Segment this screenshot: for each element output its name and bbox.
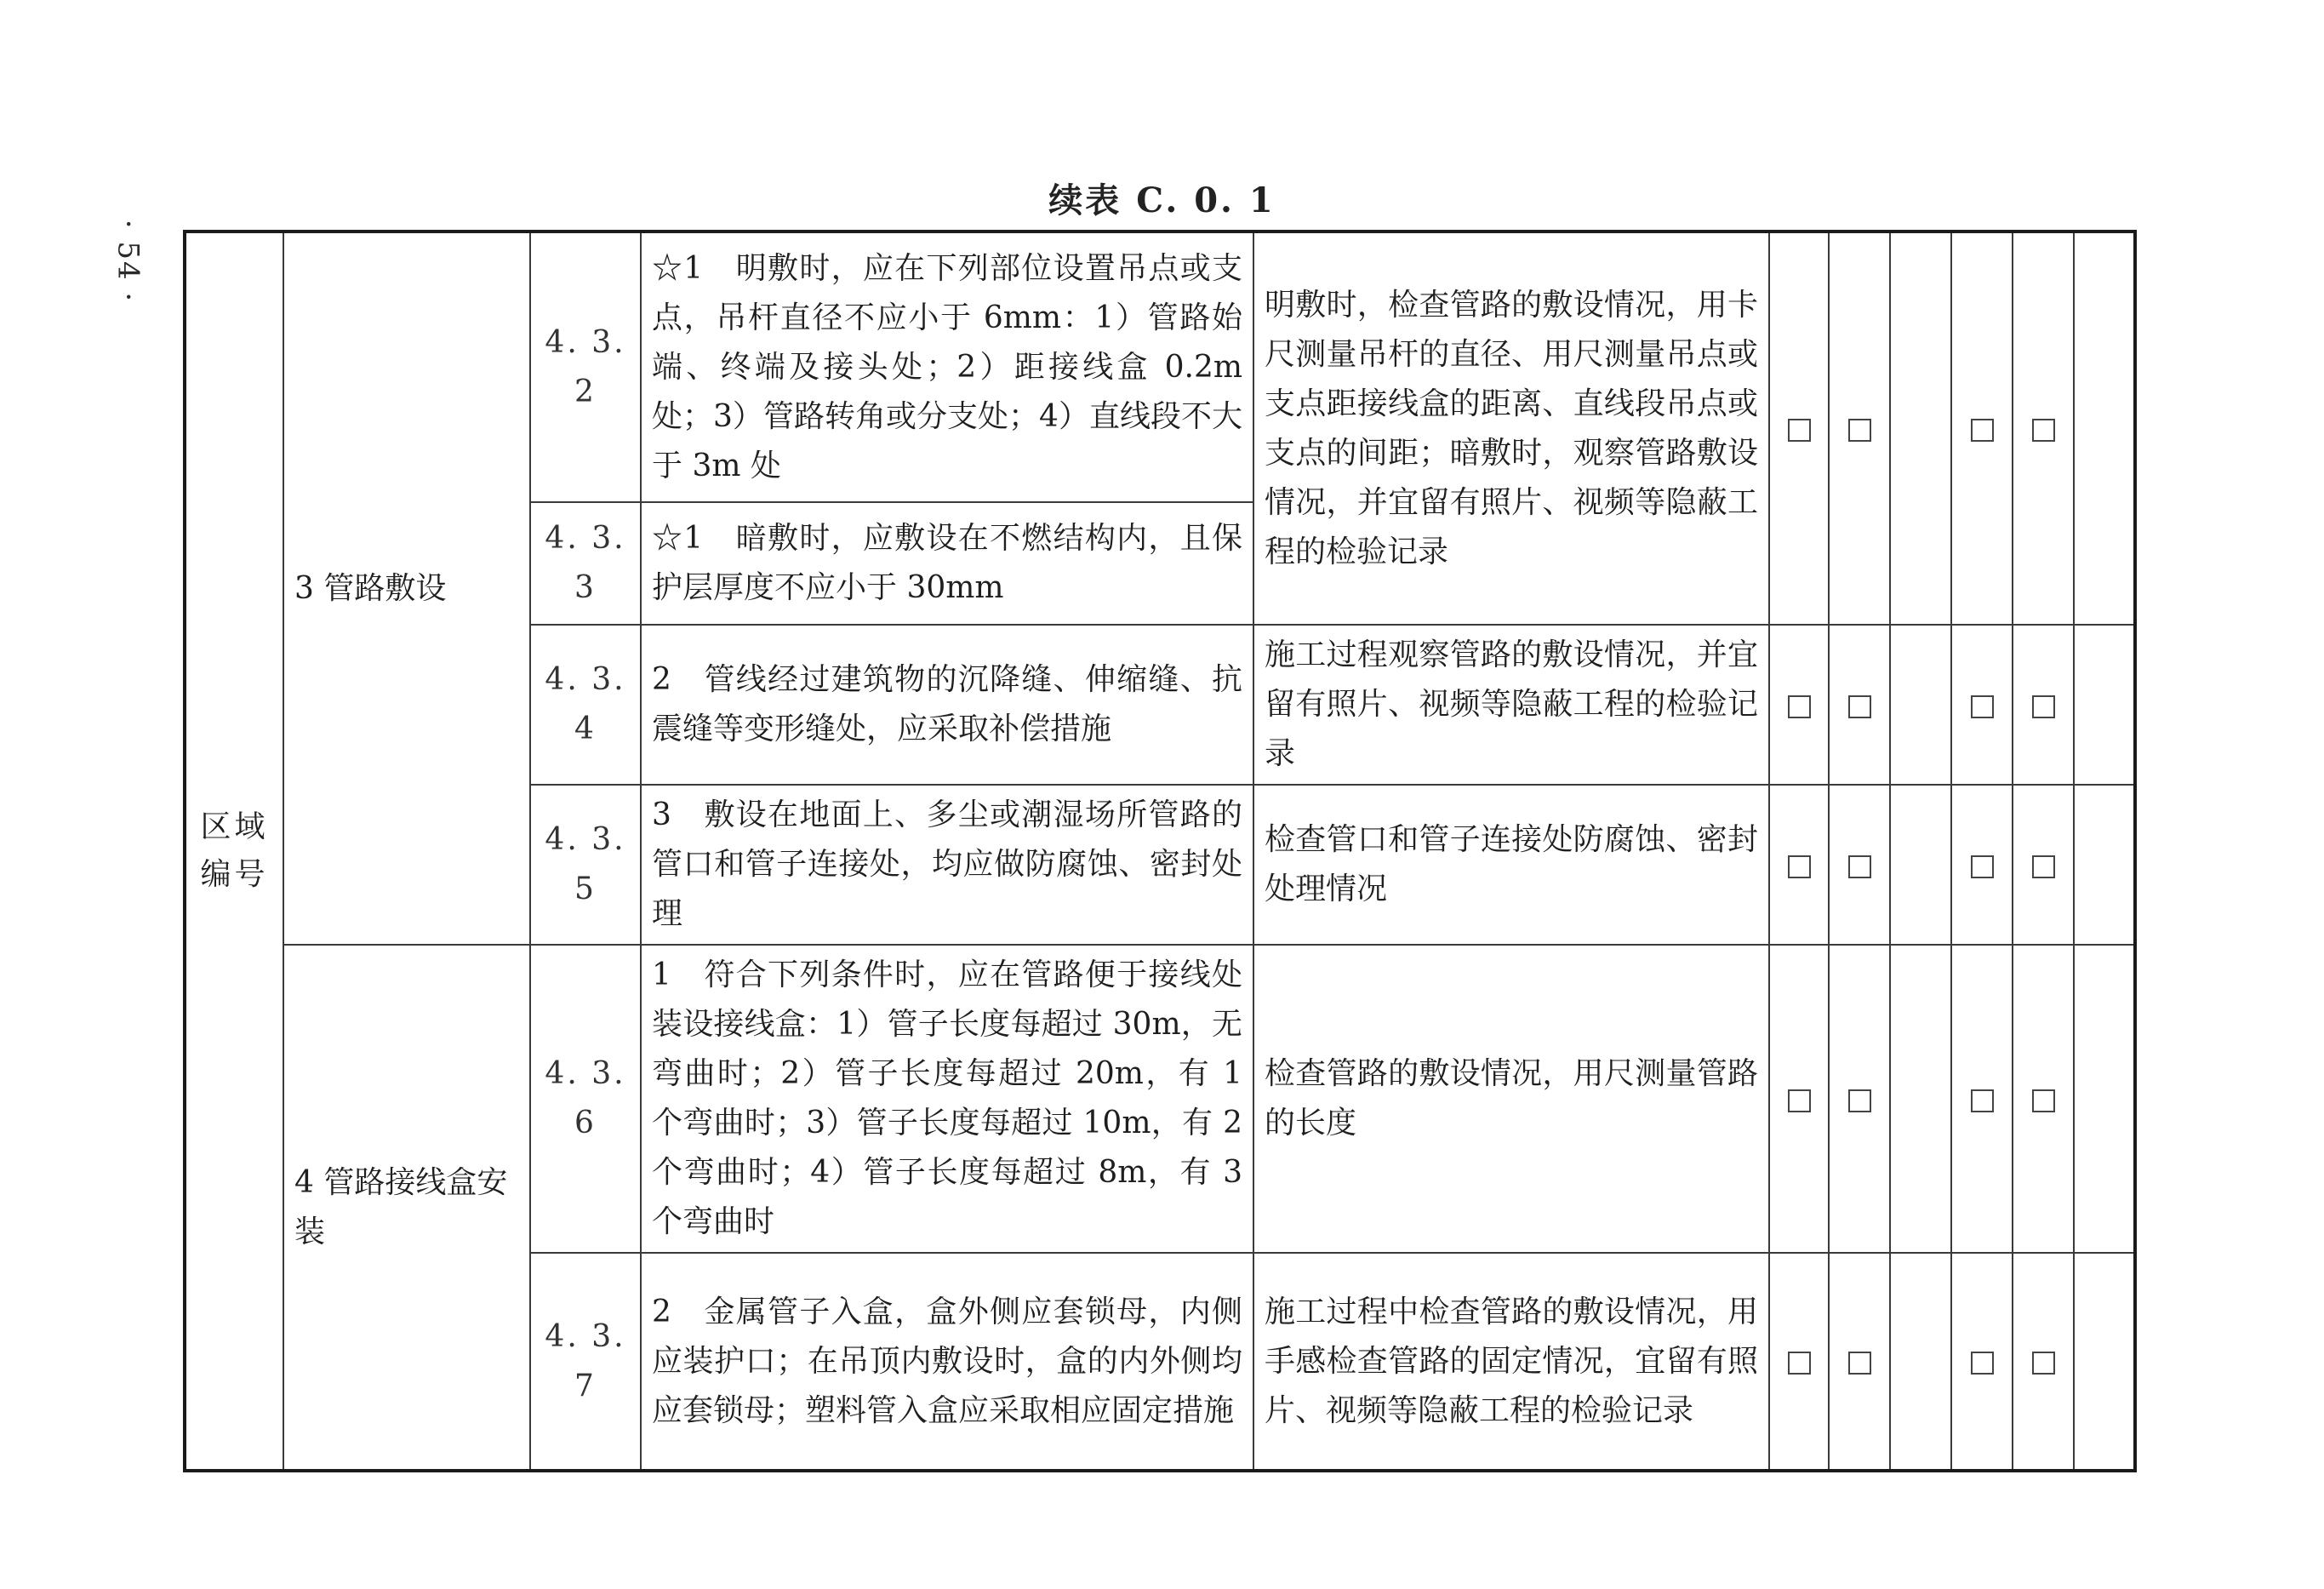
clause-number: 4. 3. 2 — [530, 231, 641, 502]
empty-cell — [1890, 785, 1951, 945]
checkbox[interactable] — [1971, 1089, 1994, 1112]
checkbox[interactable] — [1788, 1352, 1811, 1375]
checkbox[interactable] — [1788, 419, 1811, 442]
checkbox[interactable] — [1971, 855, 1994, 878]
table-row — [185, 945, 2135, 1253]
checkbox-cell — [1951, 625, 2013, 785]
checkbox[interactable] — [1971, 695, 1994, 718]
checkbox[interactable] — [1848, 855, 1871, 878]
checkbox[interactable] — [1971, 419, 1994, 442]
checkbox-cell — [2013, 945, 2074, 1253]
item-junction-box: 4 管路接线盒安装 — [283, 945, 530, 1471]
checkbox-cell — [1829, 945, 1890, 1253]
table-title: 续表 C. 0. 1 — [1048, 180, 1276, 220]
checkbox[interactable] — [1848, 1352, 1871, 1375]
empty-cell — [2074, 785, 2135, 945]
checkbox[interactable] — [2032, 1352, 2055, 1375]
inspection-method: 检查管路的敷设情况，用尺测量管路的长度 — [1253, 945, 1769, 1253]
checkbox-cell — [1951, 1253, 2013, 1471]
checkbox-cell — [2013, 785, 2074, 945]
page-number: · 54 · — [111, 219, 145, 304]
empty-cell — [2074, 231, 2135, 625]
checkbox-cell — [1829, 231, 1890, 625]
clause-number: 4. 3. 7 — [530, 1253, 641, 1471]
clause-number: 4. 3. 4 — [530, 625, 641, 785]
requirement-text: 1 符合下列条件时，应在管路便于接线处装设接线盒：1）管子长度每超过 30m，无弯曲时；2）管子长度每超过 20m，有 1 个弯曲时；3）管子长度每超过 10m，有 2 个弯曲时；4）管子长度每超过 8m，有 3 个弯曲时 — [641, 945, 1253, 1253]
checkbox-cell — [1769, 945, 1829, 1253]
checkbox[interactable] — [2032, 855, 2055, 878]
checkbox[interactable] — [1788, 1089, 1811, 1112]
checkbox[interactable] — [2032, 419, 2055, 442]
inspection-method: 施工过程中检查管路的敷设情况，用手感检查管路的固定情况，宜留有照片、视频等隐蔽工程的检验记录 — [1253, 1253, 1769, 1471]
checkbox-cell — [1769, 231, 1829, 625]
inspection-method: 检查管口和管子连接处防腐蚀、密封处理情况 — [1253, 785, 1769, 945]
inspection-method: 施工过程观察管路的敷设情况，并宜留有照片、视频等隐蔽工程的检验记录 — [1253, 625, 1769, 785]
checkbox-cell — [1951, 785, 2013, 945]
table-row — [185, 231, 2135, 502]
checkbox-cell — [1951, 231, 2013, 625]
checkbox[interactable] — [1848, 695, 1871, 718]
clause-number: 4. 3. 6 — [530, 945, 641, 1253]
empty-cell — [2074, 625, 2135, 785]
clause-number: 4. 3. 3 — [530, 502, 641, 625]
checkbox[interactable] — [1848, 1089, 1871, 1112]
checkbox[interactable] — [2032, 695, 2055, 718]
checkbox-cell — [2013, 231, 2074, 625]
requirement-text: 2 管线经过建筑物的沉降缝、伸缩缝、抗震缝等变形缝处，应采取补偿措施 — [641, 625, 1253, 785]
checkbox[interactable] — [1788, 855, 1811, 878]
checkbox-cell — [1829, 625, 1890, 785]
clause-number: 4. 3. 5 — [530, 785, 641, 945]
checkbox[interactable] — [1788, 695, 1811, 718]
checkbox-cell — [1769, 785, 1829, 945]
requirement-text: 3 敷设在地面上、多尘或潮湿场所管路的管口和管子连接处，均应做防腐蚀、密封处理 — [641, 785, 1253, 945]
checkbox-cell — [1829, 1253, 1890, 1471]
region-number-cell — [185, 231, 283, 1471]
empty-cell — [2074, 945, 2135, 1253]
checkbox[interactable] — [1848, 419, 1871, 442]
item-pipe-laying: 3 管路敷设 — [283, 231, 530, 945]
empty-cell — [1890, 945, 1951, 1253]
checkbox[interactable] — [2032, 1089, 2055, 1112]
checkbox-cell — [1769, 1253, 1829, 1471]
empty-cell — [1890, 625, 1951, 785]
requirement-text: 2 金属管子入盒，盒外侧应套锁母，内侧应装护口；在吊顶内敷设时，盒的内外侧均应套锁母；塑料管入盒应采取相应固定措施 — [641, 1253, 1253, 1471]
inspection-method: 明敷时，检查管路的敷设情况，用卡尺测量吊杆的直径、用尺测量吊点或支点距接线盒的距离、直线段吊点或支点的间距；暗敷时，观察管路敷设情况，并宜留有照片、视频等隐蔽工程的检验记录 — [1253, 231, 1769, 625]
empty-cell — [2074, 1253, 2135, 1471]
checkbox[interactable] — [1971, 1352, 1994, 1375]
inspection-table — [183, 230, 2137, 1472]
empty-cell — [1890, 231, 1951, 625]
checkbox-cell — [1951, 945, 2013, 1253]
requirement-text: ☆1 暗敷时，应敷设在不燃结构内，且保护层厚度不应小于 30mm — [641, 502, 1253, 625]
checkbox-cell — [1769, 625, 1829, 785]
requirement-text: ☆1 明敷时，应在下列部位设置吊点或支点，吊杆直径不应小于 6mm：1）管路始端、终端及接头处；2）距接线盒 0.2m 处；3）管路转角或分支处；4）直线段不大于 3m 处 — [641, 231, 1253, 502]
empty-cell — [1890, 1253, 1951, 1471]
checkbox-cell — [1829, 785, 1890, 945]
checkbox-cell — [2013, 625, 2074, 785]
region-label: 区域编号 — [200, 809, 269, 892]
checkbox-cell — [2013, 1253, 2074, 1471]
